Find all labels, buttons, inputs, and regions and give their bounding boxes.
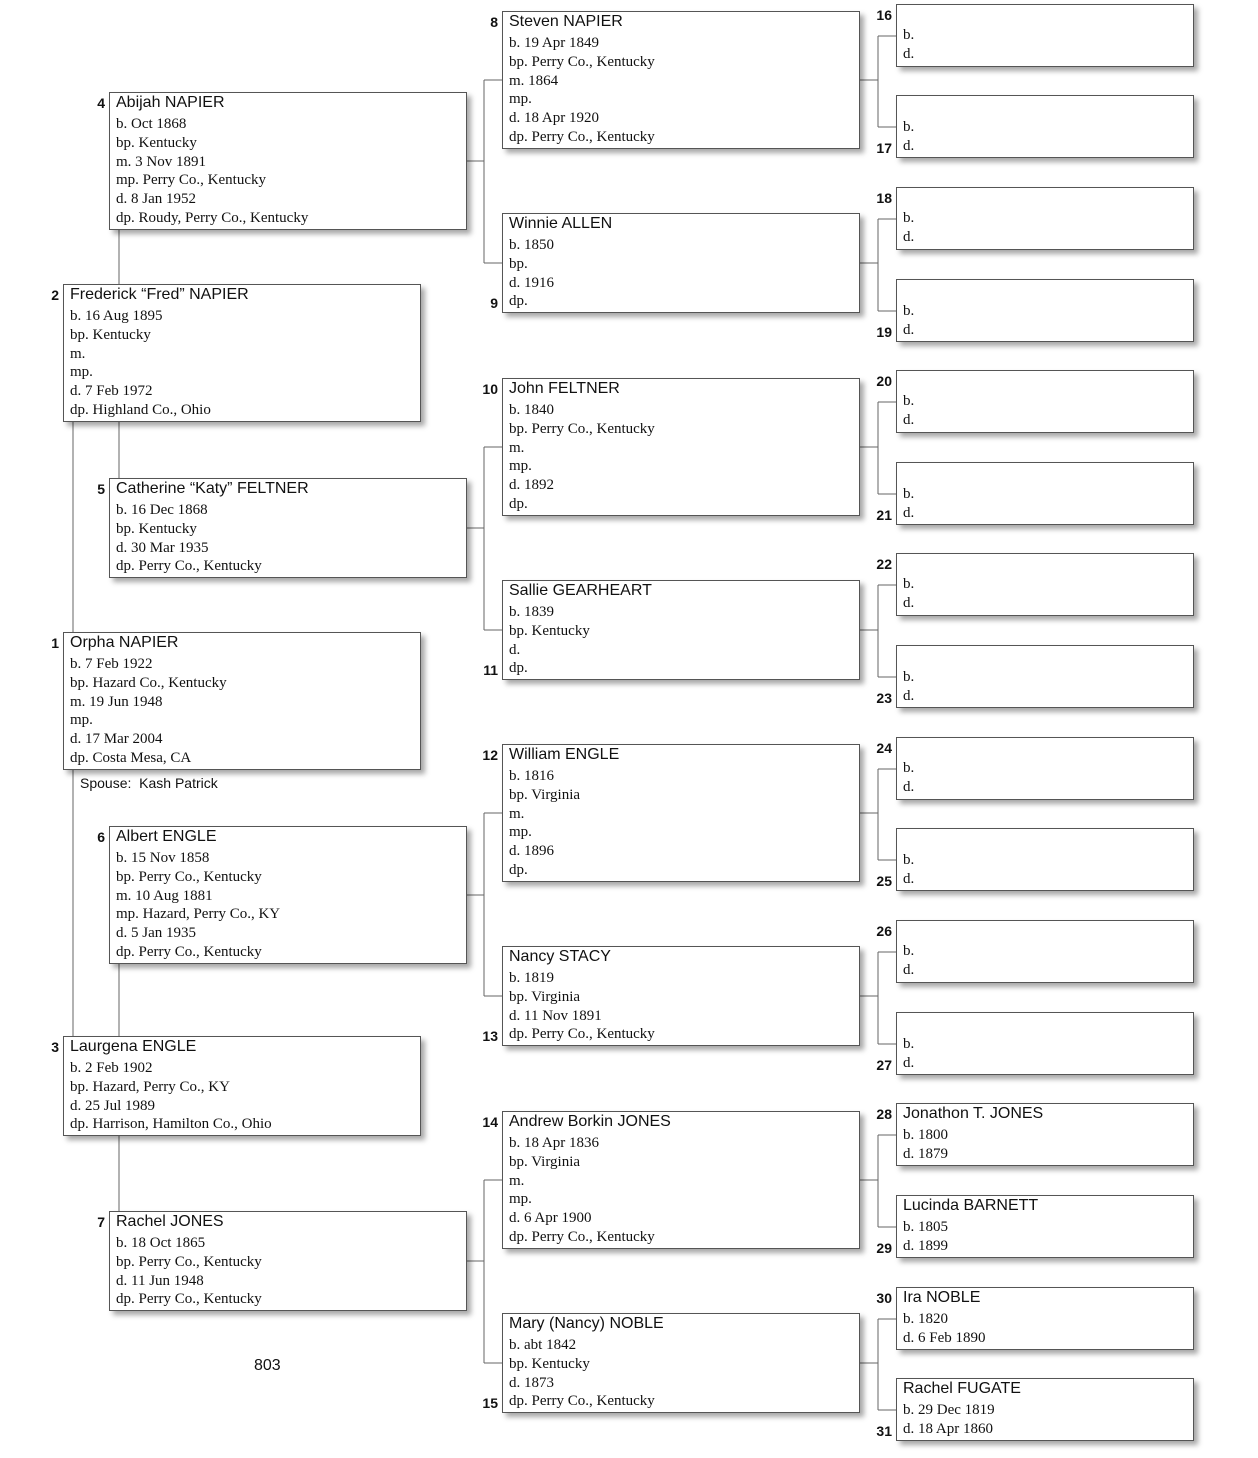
person-detail-line: mp. xyxy=(509,1191,532,1208)
person-number-22: 22 xyxy=(876,556,892,572)
person-detail-line: m. 19 Jun 1948 xyxy=(70,693,163,710)
person-detail-line: b. xyxy=(903,1036,915,1052)
person-box-24 xyxy=(896,737,1194,800)
person-detail-line: d. 6 Apr 1900 xyxy=(509,1210,592,1227)
person-name: Frederick “Fred” NAPIER xyxy=(70,286,249,303)
person-number-5: 5 xyxy=(97,481,105,497)
person-detail-line: b. xyxy=(903,576,915,592)
person-detail-line: b. 1819 xyxy=(509,970,554,986)
person-detail-line: d. 17 Mar 2004 xyxy=(70,731,163,748)
person-number-27: 27 xyxy=(876,1057,892,1073)
person-box-29 xyxy=(896,1195,1194,1258)
person-box-14 xyxy=(502,1111,860,1249)
person-name: Lucinda BARNETT xyxy=(903,1197,1039,1214)
person-name: Andrew Borkin JONES xyxy=(509,1113,671,1130)
person-detail-line: d. 1873 xyxy=(509,1374,554,1391)
person-box-5 xyxy=(109,478,467,578)
person-detail-line: d. 6 Feb 1890 xyxy=(903,1329,986,1346)
person-detail-line: mp. Perry Co., Kentucky xyxy=(116,172,266,189)
person-detail-line: bp. Virginia xyxy=(509,786,581,803)
person-detail-line: d. xyxy=(903,504,915,521)
person-box-31 xyxy=(896,1378,1194,1441)
person-box-6 xyxy=(109,826,467,964)
person-number-21: 21 xyxy=(876,507,892,523)
person-number-7: 7 xyxy=(97,1214,105,1230)
person-detail-line: b. xyxy=(903,943,915,959)
person-detail-line: d. 1916 xyxy=(509,274,554,291)
person-box-25 xyxy=(896,828,1194,891)
person-detail-line: b. xyxy=(903,486,915,502)
person-detail-line: b. 1800 xyxy=(903,1127,948,1143)
person-box-26 xyxy=(896,920,1194,983)
person-detail-line: b. 1805 xyxy=(903,1219,948,1235)
person-detail-line: mp. xyxy=(509,91,532,108)
person-detail-line: b. 16 Aug 1895 xyxy=(70,308,163,324)
person-name: Steven NAPIER xyxy=(509,13,623,30)
person-detail-line: b. xyxy=(903,393,915,409)
person-number-28: 28 xyxy=(876,1106,892,1122)
person-detail-line: m. 10 Aug 1881 xyxy=(116,887,213,904)
person-detail-line: bp. Virginia xyxy=(509,1153,581,1170)
person-name: Jonathon T. JONES xyxy=(903,1105,1044,1122)
person-detail-line: bp. Perry Co., Kentucky xyxy=(509,420,655,437)
person-name: John FELTNER xyxy=(509,380,620,397)
person-detail-line: d. 8 Jan 1952 xyxy=(116,191,196,208)
person-detail-line: m. xyxy=(509,439,525,456)
person-detail-line: b. 16 Dec 1868 xyxy=(116,502,208,518)
person-detail-line: dp. Harrison, Hamilton Co., Ohio xyxy=(70,1116,272,1133)
person-number-23: 23 xyxy=(876,690,892,706)
person-box-2 xyxy=(63,284,421,422)
person-number-25: 25 xyxy=(876,873,892,889)
person-box-10 xyxy=(502,378,860,516)
person-detail-line: b. 1839 xyxy=(509,604,554,620)
person-detail-line: b. xyxy=(903,210,915,226)
person-number-6: 6 xyxy=(97,829,105,845)
person-detail-line: bp. Virginia xyxy=(509,988,581,1005)
spouse-line xyxy=(80,775,218,791)
person-detail-line: dp. Perry Co., Kentucky xyxy=(509,129,655,145)
person-box-11 xyxy=(502,580,860,680)
person-detail-line: d. xyxy=(903,45,915,62)
person-detail-line: b. 1850 xyxy=(509,237,554,253)
person-box-22 xyxy=(896,553,1194,616)
person-number-2: 2 xyxy=(51,287,59,303)
person-detail-line: dp. Costa Mesa, CA xyxy=(70,750,192,766)
person-number-29: 29 xyxy=(876,1240,892,1256)
person-box-23 xyxy=(896,645,1194,708)
person-number-20: 20 xyxy=(876,373,892,389)
person-box-21 xyxy=(896,462,1194,525)
person-detail-line: d. xyxy=(903,594,915,611)
spouse-label: Spouse: xyxy=(80,775,132,791)
person-box-19 xyxy=(896,279,1194,342)
person-detail-line: mp. Hazard, Perry Co., KY xyxy=(116,906,281,923)
person-number-17: 17 xyxy=(876,140,892,156)
person-detail-line: d. 25 Jul 1989 xyxy=(70,1097,156,1114)
person-detail-line: d. xyxy=(903,137,915,154)
person-detail-line: bp. Hazard, Perry Co., KY xyxy=(70,1078,230,1095)
person-box-12 xyxy=(502,744,860,882)
person-name: Mary (Nancy) NOBLE xyxy=(509,1315,664,1332)
person-box-7 xyxy=(109,1211,467,1311)
person-detail-line: d. xyxy=(903,1054,915,1071)
person-number-1: 1 xyxy=(51,635,59,651)
person-name: Ira NOBLE xyxy=(903,1289,981,1306)
person-box-13 xyxy=(502,946,860,1046)
person-detail-line: mp. xyxy=(509,458,532,475)
person-detail-line: b. 18 Oct 1865 xyxy=(116,1235,206,1251)
person-detail-line: d. xyxy=(903,228,915,245)
person-number-31: 31 xyxy=(876,1423,892,1439)
person-detail-line: bp. Kentucky xyxy=(509,1355,590,1372)
person-detail-line: b. 2 Feb 1902 xyxy=(70,1060,153,1076)
person-box-18 xyxy=(896,187,1194,250)
person-detail-line: b. xyxy=(903,760,915,776)
person-box-8 xyxy=(502,11,860,149)
person-number-15: 15 xyxy=(482,1395,498,1411)
person-box-1 xyxy=(63,632,421,770)
person-detail-line: d. xyxy=(903,961,915,978)
person-detail-line: b. xyxy=(903,303,915,319)
person-detail-line: bp. Kentucky xyxy=(116,520,197,537)
person-detail-line: b. xyxy=(903,669,915,685)
person-detail-line: m. 3 Nov 1891 xyxy=(116,153,206,170)
person-name: Albert ENGLE xyxy=(116,828,217,845)
person-detail-line: b. xyxy=(903,119,915,135)
person-detail-line: dp. xyxy=(509,496,528,512)
person-detail-line: d. 1896 xyxy=(509,843,554,860)
person-number-4: 4 xyxy=(97,95,105,111)
person-box-16 xyxy=(896,4,1194,67)
person-detail-line: b. 1816 xyxy=(509,768,554,784)
person-detail-line: d. 1879 xyxy=(903,1145,948,1162)
person-detail-line: d. xyxy=(903,411,915,428)
person-detail-line: mp. xyxy=(70,364,93,381)
person-name: William ENGLE xyxy=(509,746,620,763)
person-number-19: 19 xyxy=(876,324,892,340)
person-detail-line: bp. Kentucky xyxy=(116,134,197,151)
person-detail-line: dp. Highland Co., Ohio xyxy=(70,402,211,418)
person-name: Abijah NAPIER xyxy=(116,94,225,111)
person-detail-line: bp. Perry Co., Kentucky xyxy=(116,1253,262,1270)
person-detail-line: d. xyxy=(903,778,915,795)
person-detail-line: dp. Perry Co., Kentucky xyxy=(116,944,262,960)
person-name: Rachel JONES xyxy=(116,1213,224,1230)
person-detail-line: bp. Kentucky xyxy=(509,622,590,639)
person-number-30: 30 xyxy=(876,1290,892,1306)
person-number-11: 11 xyxy=(483,662,498,678)
spouse-name: Kash Patrick xyxy=(139,775,218,791)
person-detail-line: d. 11 Jun 1948 xyxy=(116,1272,204,1289)
person-detail-line: d. 5 Jan 1935 xyxy=(116,925,196,942)
person-detail-line: b. 19 Apr 1849 xyxy=(509,35,599,51)
person-box-27 xyxy=(896,1012,1194,1075)
person-detail-line: d. xyxy=(509,641,521,658)
person-name: Sallie GEARHEART xyxy=(509,582,652,599)
person-number-24: 24 xyxy=(876,740,892,756)
person-detail-line: d. xyxy=(903,687,915,704)
person-detail-line: mp. xyxy=(509,824,532,841)
person-name: Nancy STACY xyxy=(509,948,611,965)
person-detail-line: b. Oct 1868 xyxy=(116,116,187,132)
person-detail-line: dp. Perry Co., Kentucky xyxy=(509,1229,655,1245)
person-detail-line: d. 30 Mar 1935 xyxy=(116,539,209,556)
person-detail-line: d. 1892 xyxy=(509,477,554,494)
person-box-17 xyxy=(896,95,1194,158)
person-box-9 xyxy=(502,213,860,313)
person-detail-line: b. abt 1842 xyxy=(509,1337,577,1353)
person-detail-line: d. 7 Feb 1972 xyxy=(70,383,153,400)
person-detail-line: bp. Perry Co., Kentucky xyxy=(116,868,262,885)
person-detail-line: d. 11 Nov 1891 xyxy=(509,1007,602,1024)
person-detail-line: b. 29 Dec 1819 xyxy=(903,1402,995,1418)
person-detail-line: b. 15 Nov 1858 xyxy=(116,850,210,866)
person-detail-line: d. 1899 xyxy=(903,1237,948,1254)
person-detail-line: d. xyxy=(903,870,915,887)
person-name: Orpha NAPIER xyxy=(70,634,179,651)
person-detail-line: dp. xyxy=(509,293,528,310)
person-number-14: 14 xyxy=(482,1114,498,1130)
person-detail-line: dp. Perry Co., Kentucky xyxy=(509,1026,655,1043)
person-name: Catherine “Katy” FELTNER xyxy=(116,480,309,497)
person-name: Winnie ALLEN xyxy=(509,215,613,232)
person-box-30 xyxy=(896,1287,1194,1350)
person-number-13: 13 xyxy=(482,1028,498,1044)
person-box-4 xyxy=(109,92,467,230)
person-name: Laurgena ENGLE xyxy=(70,1038,197,1055)
person-name: Rachel FUGATE xyxy=(903,1380,1021,1397)
person-detail-line: d. 18 Apr 1920 xyxy=(509,110,599,127)
person-number-8: 8 xyxy=(490,14,498,30)
person-detail-line: bp. Kentucky xyxy=(70,326,151,343)
person-number-3: 3 xyxy=(51,1039,59,1055)
person-detail-line: b. 7 Feb 1922 xyxy=(70,656,153,672)
person-detail-line: b. xyxy=(903,27,915,43)
person-box-15 xyxy=(502,1313,860,1413)
person-number-10: 10 xyxy=(482,381,498,397)
person-detail-line: dp. Roudy, Perry Co., Kentucky xyxy=(116,210,309,226)
person-detail-line: dp. xyxy=(509,862,528,878)
person-detail-line: dp. Perry Co., Kentucky xyxy=(116,558,262,575)
person-detail-line: b. 1840 xyxy=(509,402,554,418)
person-detail-line: bp. Hazard Co., Kentucky xyxy=(70,674,227,691)
person-detail-line: b. 18 Apr 1836 xyxy=(509,1135,599,1151)
person-detail-line: m. xyxy=(70,345,86,362)
person-number-26: 26 xyxy=(876,923,892,939)
page-number: 803 xyxy=(254,1357,281,1374)
person-detail-line: d. xyxy=(903,321,915,338)
person-detail-line: b. xyxy=(903,852,915,868)
person-detail-line: dp. Perry Co., Kentucky xyxy=(509,1393,655,1410)
person-detail-line: m. xyxy=(509,805,525,822)
person-detail-line: d. 18 Apr 1860 xyxy=(903,1420,993,1437)
person-detail-line: bp. Perry Co., Kentucky xyxy=(509,53,655,70)
person-detail-line: m. xyxy=(509,1172,525,1189)
person-box-28 xyxy=(896,1103,1194,1166)
person-detail-line: dp. Perry Co., Kentucky xyxy=(116,1291,262,1308)
person-detail-line: dp. xyxy=(509,660,528,677)
person-box-20 xyxy=(896,370,1194,433)
person-detail-line: m. 1864 xyxy=(509,72,559,89)
person-number-9: 9 xyxy=(490,295,498,311)
person-detail-line: bp. xyxy=(509,255,528,272)
person-number-18: 18 xyxy=(876,190,892,206)
person-number-16: 16 xyxy=(876,7,892,23)
person-box-3 xyxy=(63,1036,421,1136)
person-number-12: 12 xyxy=(482,747,498,763)
person-detail-line: b. 1820 xyxy=(903,1311,948,1327)
person-detail-line: mp. xyxy=(70,712,93,729)
